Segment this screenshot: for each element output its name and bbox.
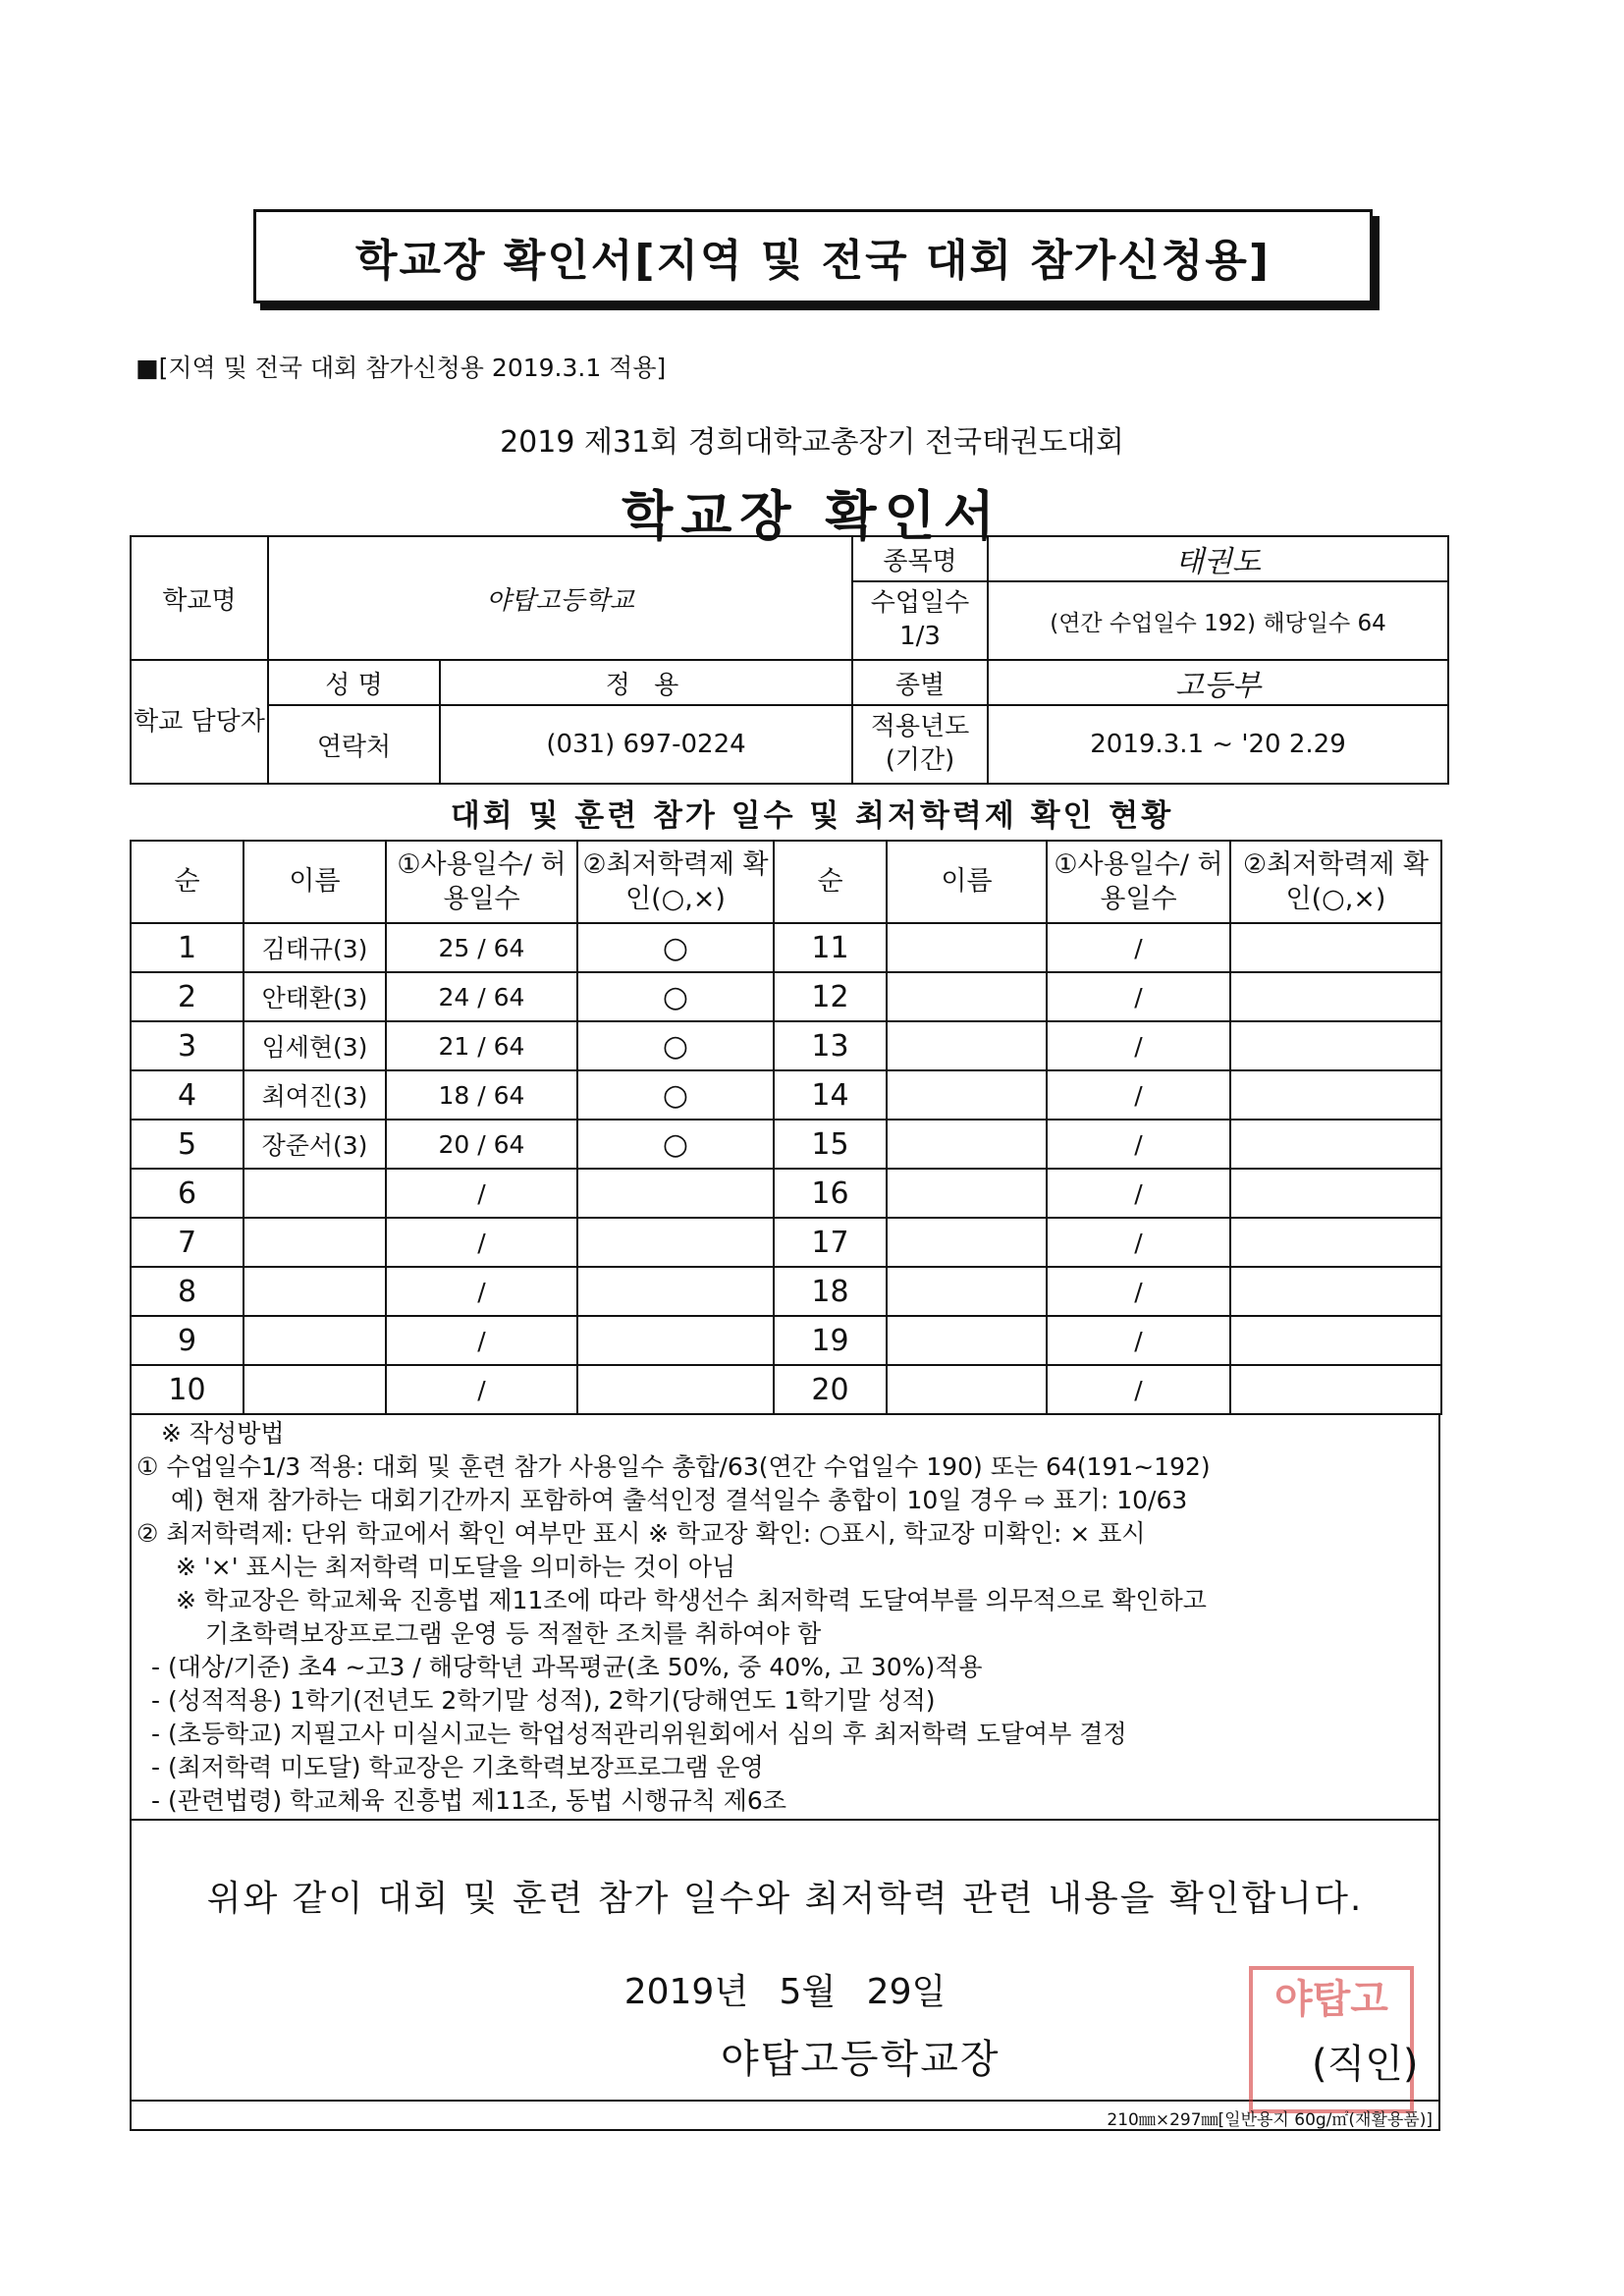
cell-days: / [386,1267,577,1316]
seal-label: (직인) [1312,2042,1419,2087]
cell-check [1230,1169,1441,1218]
event-label: 종목명 [852,536,988,581]
header-days: ①사용일수/ 허용일수 [386,841,577,923]
cell-check [1230,1070,1441,1120]
cell-no: 11 [774,923,887,972]
cell-days: 18 / 64 [386,1070,577,1120]
note-1: ① 수업일수1/3 적용: 대회 및 훈련 참가 사용일수 총합/63(연간 수업일수 190) 또는 64(191~192) [136,1452,1211,1481]
school-value: 야탑고등학교 [268,536,852,660]
note-7: - (초등학교) 지필고사 미실시교는 학업성적관리위원회에서 심의 후 최저학력 도달여부 결정 [151,1720,1127,1748]
cell-days: / [1047,1316,1230,1365]
cell-no: 6 [131,1169,244,1218]
signer-name: 야탑고등학교장 [721,2037,1001,2082]
cell-check [1230,1365,1441,1414]
table-row [131,1218,1441,1267]
header-name: 이름 [887,841,1047,923]
cell-name: 안태환(3) [244,972,386,1021]
cell-name [887,1218,1047,1267]
cell-check [577,1365,774,1414]
cell-days: / [386,1316,577,1365]
note-5: - (대상/기준) 초4 ~고3 / 해당학년 과목평균(초 50%, 중 40%, 고 30%)적용 [151,1653,983,1681]
cell-no: 1 [131,923,244,972]
cell-check [577,1218,774,1267]
note-8: - (최저학력 미도달) 학교장은 기초학력보장프로그램 운영 [151,1753,764,1781]
cell-days: / [1047,1120,1230,1169]
cell-name [244,1316,386,1365]
cell-name: 최여진(3) [244,1070,386,1120]
cell-no: 15 [774,1120,887,1169]
cell-name [887,923,1047,972]
cell-no: 7 [131,1218,244,1267]
header-no: 순 [774,841,887,923]
event-value: 태권도 [988,536,1448,581]
notes-section [130,1414,1440,2102]
cell-days: / [1047,1169,1230,1218]
name-label: 성 명 [268,660,440,705]
cell-no: 10 [131,1365,244,1414]
cell-check [577,1169,774,1218]
cell-no: 14 [774,1070,887,1120]
header-name: 이름 [244,841,386,923]
document-title: 학교장 확인서 [622,485,1002,547]
cell-days: / [1047,1365,1230,1414]
notes-heading: ※ 작성방법 [161,1419,285,1448]
cell-no: 4 [131,1070,244,1120]
cell-days: / [386,1218,577,1267]
table-row [131,972,1441,1021]
cell-days: 24 / 64 [386,972,577,1021]
official-seal-stamp: 야탑고 [1249,1966,1414,2113]
cell-no: 5 [131,1120,244,1169]
cell-check: ○ [577,1021,774,1070]
cell-name [244,1267,386,1316]
cell-days: / [1047,1021,1230,1070]
cell-no: 13 [774,1021,887,1070]
header-check: ②최저학력제 확인(○,×) [1230,841,1441,923]
division-label: 종별 [852,660,988,705]
name-value: 정 용 [440,660,852,705]
cell-name [887,1169,1047,1218]
cell-days: 25 / 64 [386,923,577,972]
cell-name [887,1021,1047,1070]
cell-name [887,1267,1047,1316]
cell-check: ○ [577,1070,774,1120]
cell-days: / [1047,1070,1230,1120]
note-4-cont: 기초학력보장프로그램 운영 등 적절한 조치를 취하여야 함 [205,1619,822,1648]
cell-days: / [1047,1218,1230,1267]
contact-label: 연락처 [268,705,440,784]
status-title: 대회 및 훈련 참가 일수 및 최저학력제 확인 현황 [450,798,1174,834]
header-title-box: 학교장 확인서[지역 및 전국 대회 참가신청용] [253,209,1373,303]
cell-no: 17 [774,1218,887,1267]
table-row [131,1267,1441,1316]
confirm-statement: 위와 같이 대회 및 훈련 참가 일수와 최저학력 관련 내용을 확인합니다. [206,1879,1364,1919]
note-9: - (관련법령) 학교체육 진흥법 제11조, 동법 시행규칙 제6조 [151,1786,786,1815]
days-label: 수업일수 1/3 [852,581,988,660]
cell-no: 9 [131,1316,244,1365]
period-label: 적용년도 (기간) [852,705,988,784]
cell-check [577,1267,774,1316]
paper-spec: 210㎜×297㎜[일반용지 60g/㎡(재활용품)] [1107,2110,1433,2130]
confirm-date: 2019년 5월 29일 [623,1972,947,2012]
note-6: - (성적적용) 1학기(전년도 2학기말 성적), 2학기(당해연도 1학기말 성적) [151,1686,936,1715]
cell-check [1230,1218,1441,1267]
cell-check: ○ [577,972,774,1021]
table-row [131,923,1441,972]
cell-name [244,1218,386,1267]
cell-days: / [1047,972,1230,1021]
cell-days: / [1047,1267,1230,1316]
header-check: ②최저학력제 확인(○,×) [577,841,774,923]
cell-no: 19 [774,1316,887,1365]
days-value: (연간 수업일수 192) 해당일수 64 [988,581,1448,660]
cell-check [1230,1267,1441,1316]
note-2: ② 최저학력제: 단위 학교에서 확인 여부만 표시 ※ 학교장 확인: ○표시, 학교장 미확인: × 표시 [136,1519,1146,1548]
cell-name: 임세현(3) [244,1021,386,1070]
cell-no: 2 [131,972,244,1021]
cell-check [1230,923,1441,972]
table-row [131,1316,1441,1365]
divider [132,1819,1438,1821]
cell-check: ○ [577,1120,774,1169]
cell-name [887,1316,1047,1365]
cell-days: 20 / 64 [386,1120,577,1169]
header-days: ①사용일수/ 허용일수 [1047,841,1230,923]
form-note: ■[지역 및 전국 대회 참가신청용 2019.3.1 적용] [135,354,667,382]
cell-days: / [386,1365,577,1414]
cell-check [1230,1316,1441,1365]
participation-table [130,840,1442,1415]
cell-check [1230,1120,1441,1169]
note-1-example: 예) 현재 참가하는 대회기간까지 포함하여 출석인정 결석일수 총합이 10일 경우 ⇨ 표기: 10/63 [171,1486,1188,1514]
division-value: 고등부 [988,660,1448,705]
table-row [131,1021,1441,1070]
cell-no: 20 [774,1365,887,1414]
event-title: 2019 제31회 경희대학교총장기 전국태권도대회 [500,425,1124,460]
cell-name: 장준서(3) [244,1120,386,1169]
cell-check [577,1316,774,1365]
staff-label: 학교 담당자 [131,660,268,784]
cell-days: / [1047,923,1230,972]
cell-check [1230,972,1441,1021]
cell-no: 18 [774,1267,887,1316]
contact-value: (031) 697-0224 [440,705,852,784]
table-row [131,1169,1441,1218]
cell-no: 12 [774,972,887,1021]
cell-name [244,1169,386,1218]
cell-name [887,1070,1047,1120]
note-3: ※ '×' 표시는 최저학력 미도달을 의미하는 것이 아님 [176,1553,736,1581]
bottom-bar [130,2102,1440,2131]
school-info-table [130,535,1449,785]
cell-name [244,1365,386,1414]
table-row [131,1070,1441,1120]
cell-name [887,972,1047,1021]
cell-check [1230,1021,1441,1070]
cell-name [887,1120,1047,1169]
cell-name: 김태규(3) [244,923,386,972]
cell-days: / [386,1169,577,1218]
table-row [131,1365,1441,1414]
header-no: 순 [131,841,244,923]
cell-no: 16 [774,1169,887,1218]
table-row [131,1120,1441,1169]
note-4: ※ 학교장은 학교체육 진흥법 제11조에 따라 학생선수 최저학력 도달여부를 의무적으로 확인하고 [176,1586,1207,1614]
period-value: 2019.3.1 ~ '20 2.29 [988,705,1448,784]
cell-days: 21 / 64 [386,1021,577,1070]
cell-name [887,1365,1047,1414]
cell-no: 8 [131,1267,244,1316]
cell-no: 3 [131,1021,244,1070]
school-label: 학교명 [131,536,268,660]
cell-check: ○ [577,923,774,972]
